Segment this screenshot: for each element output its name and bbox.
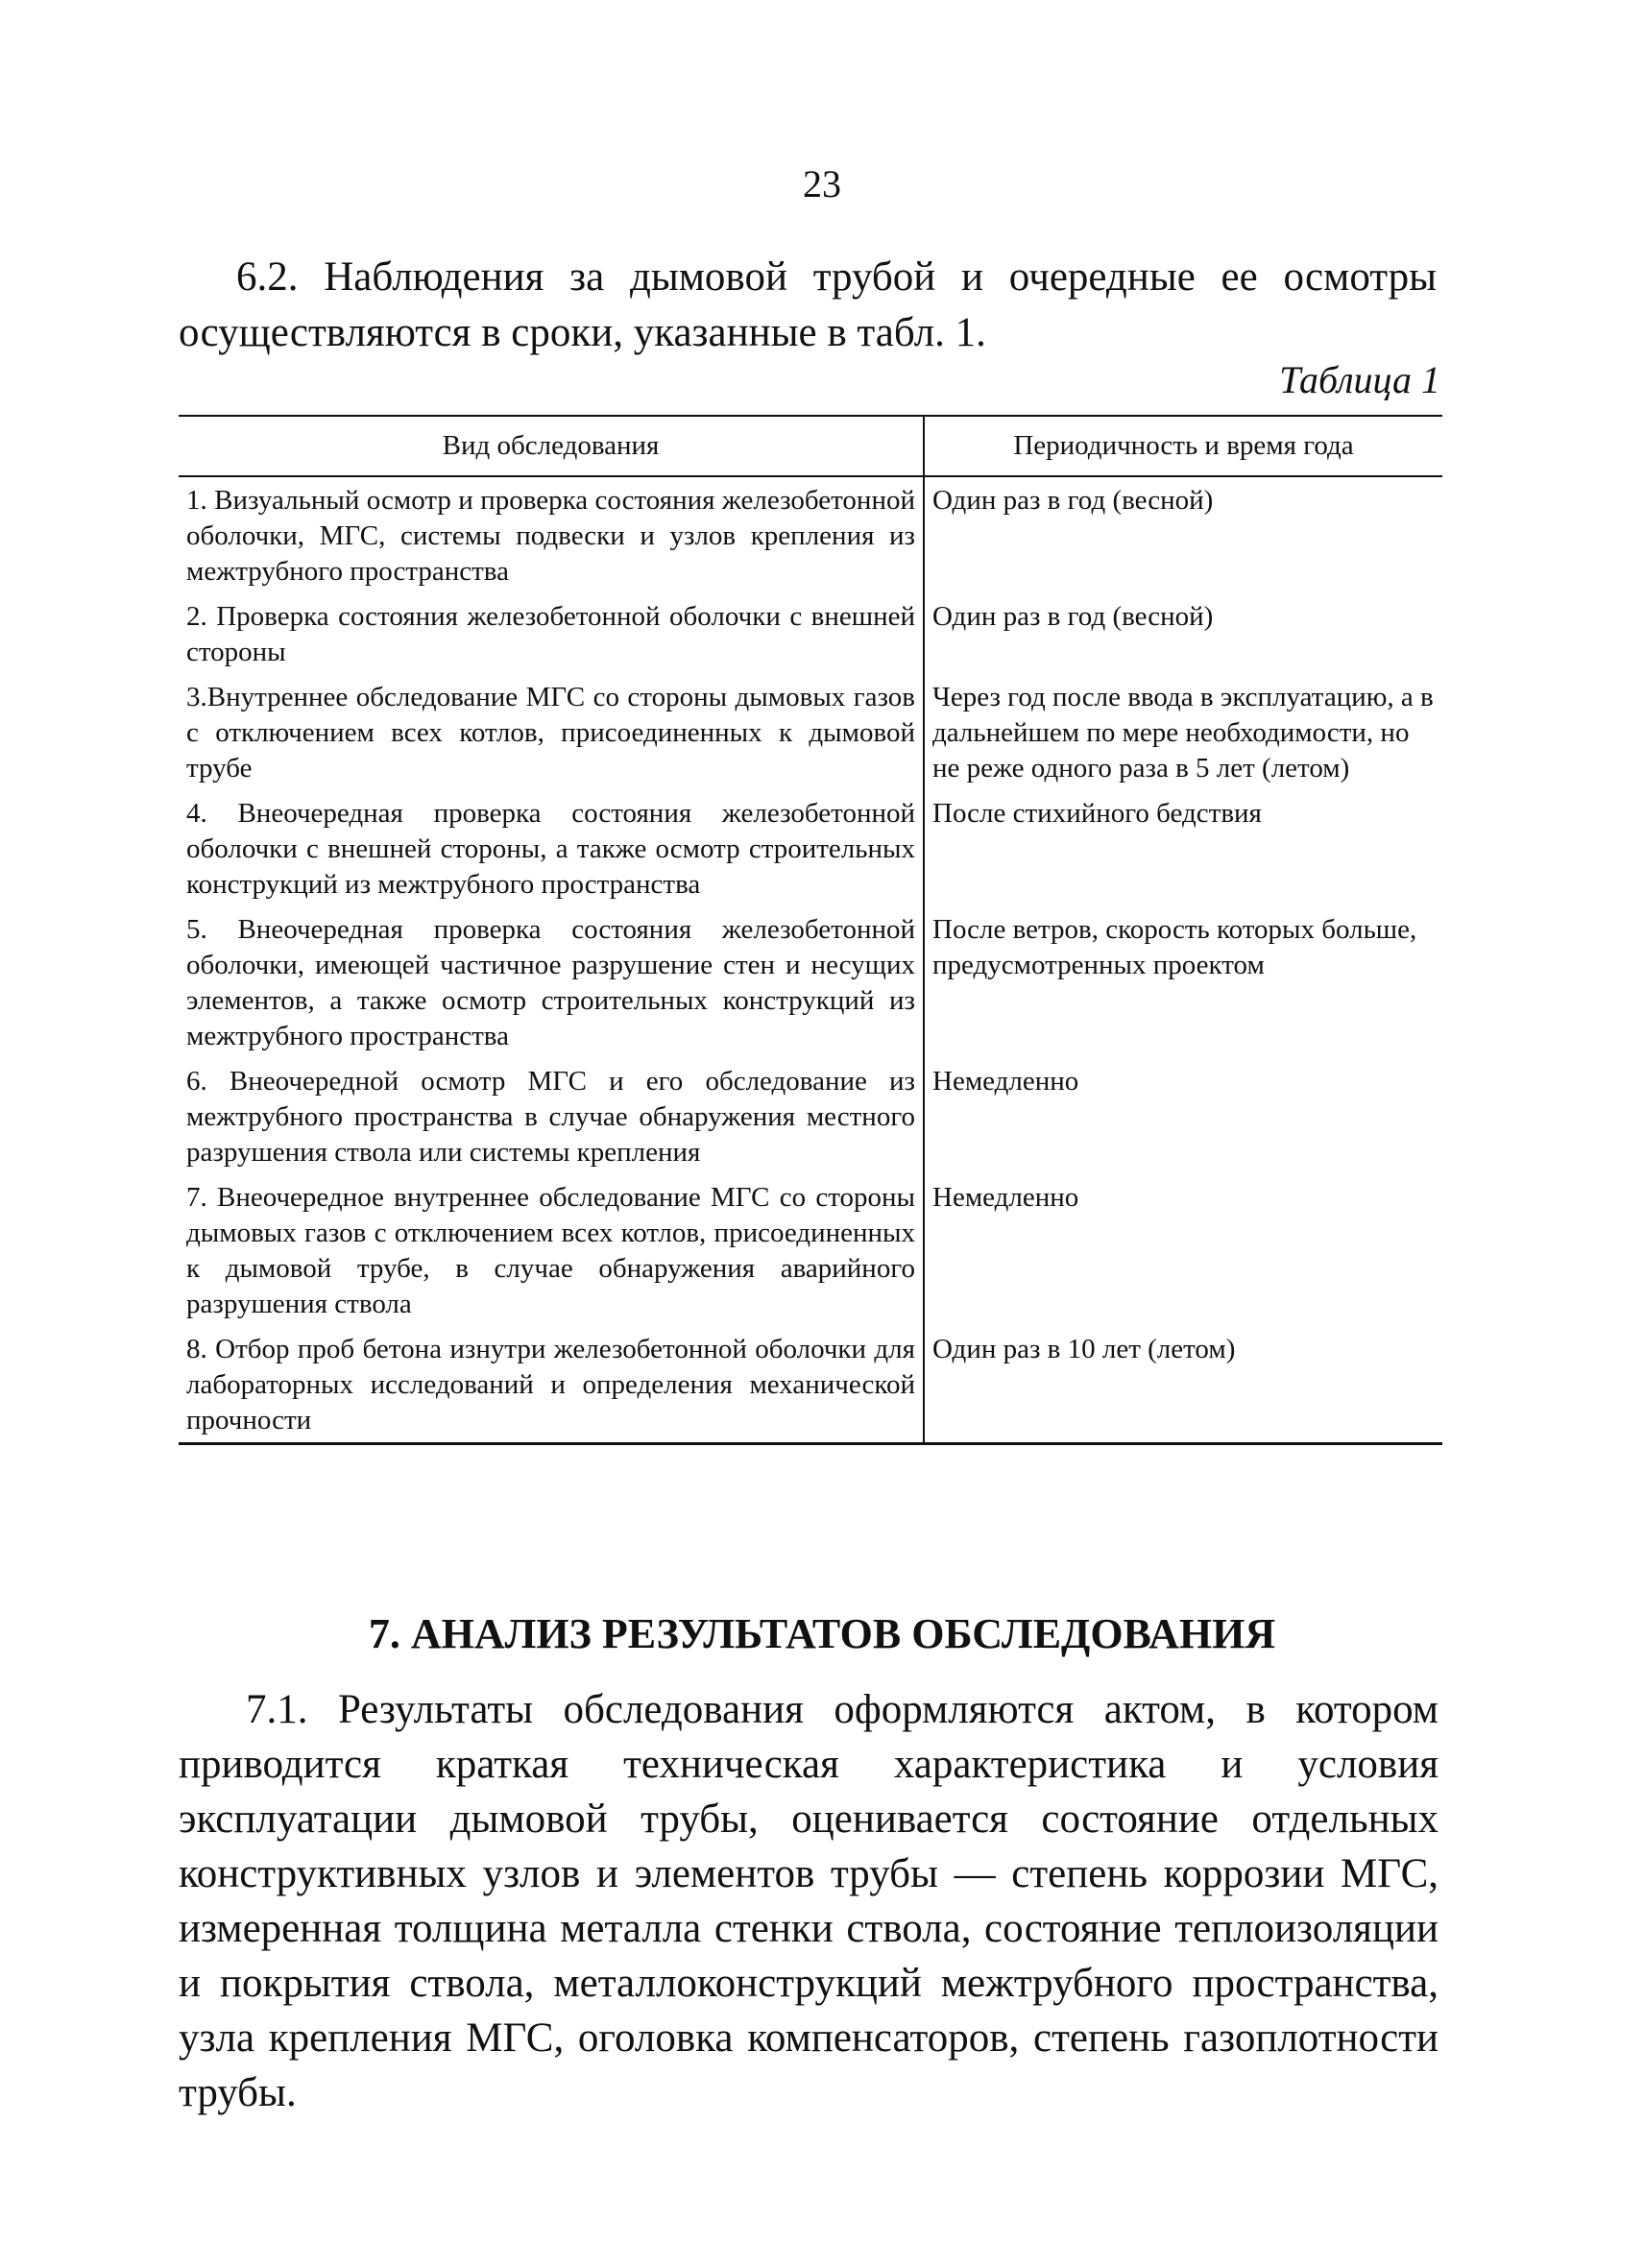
survey-type-cell: 7. Внеочередное внутреннее обследование МГС со стороны дымовых газов с отключением всех котлов, присоединенных к дымовой трубе, в случае обнаружения аварийного разрушения ствола (179, 1174, 924, 1326)
table-row (179, 1326, 1442, 1444)
survey-type-cell: 3.Внутреннее обследование МГС со стороны дымовых газов с отключением всех котлов, присоединенных к дымовой трубе (179, 674, 924, 790)
table-row (179, 1174, 1442, 1326)
table-row (179, 674, 1442, 790)
periodicity-cell: Немедленно (932, 1182, 1079, 1213)
survey-type-cell: 4. Внеочередная проверка состояния железобетонной оболочки с внешней стороны, а также осмотр строительных конструкций из межтрубного пространства (179, 790, 924, 906)
table-row (179, 476, 1442, 593)
section-paragraph: 7.1. Результаты обследования оформляются актом, в котором приводится краткая техническая характеристика и условия эксплуатации дымовой трубы, оценивается состояние отдельных конструктивных узлов и элементов трубы — степень коррозии МГС, измеренная толщина металла стенки ствола, состояние теплоизоляции и покрытия ствола, металлоконструкций межтрубного пространства, узла крепления МГС, оголовка компенсаторов, степень газоплотности трубы. (179, 1687, 1438, 2115)
intro-paragraph: 6.2. Наблюдения за дымовой трубой и очередные ее осмотры осуществляются в сроки, указанные в табл. 1. (179, 254, 1437, 355)
table-header-row (179, 416, 1442, 476)
page-number: 23 (803, 162, 841, 205)
table-row (179, 593, 1442, 674)
periodicity-cell: Один раз в 10 лет (летом) (924, 1326, 1442, 1444)
periodicity-cell: Через год после ввода в эксплуатацию, а в дальнейшем по мере необходимости, но не реже одного раза в 5 лет (летом) (932, 682, 1434, 784)
survey-type-cell: 8. Отбор проб бетона изнутри железобетонной оболочки для лабораторных исследований и определения механической прочности (179, 1326, 924, 1444)
periodicity-cell: После стихийного бедствия (932, 798, 1262, 829)
survey-type-cell: 6. Внеочередной осмотр МГС и его обследование из межтрубного пространства в случае обнаружения местного разрушения ствола или системы крепления (179, 1058, 924, 1174)
table-row (179, 906, 1442, 1058)
periodicity-cell: Один раз в год (весной) (932, 601, 1214, 632)
header-survey-type: Вид обследования (179, 416, 924, 476)
periodicity-cell: Один раз в год (весной) (932, 485, 1214, 516)
periodicity-cell: После ветров, скорость которых больше, предусмотренных проектом (932, 914, 1417, 980)
survey-type-cell: 1. Визуальный осмотр и проверка состояния железобетонной оболочки, МГС, системы подвески и узлов крепления из межтрубного пространства (179, 476, 924, 593)
header-periodicity: Периодичность и время года (924, 416, 1442, 476)
table-row (179, 790, 1442, 906)
survey-type-cell: 2. Проверка состояния железобетонной оболочки с внешней стороны (179, 593, 924, 674)
survey-type-cell: 5. Внеочередная проверка состояния железобетонной оболочки, имеющей частичное разрушение стен и несущих элементов, а также осмотр строительных конструкций из межтрубного пространства (179, 906, 924, 1058)
table-row (179, 1058, 1442, 1174)
survey-schedule-table (179, 415, 1442, 1445)
periodicity-cell: Немедленно (932, 1066, 1079, 1097)
table-caption: Таблица 1 (1279, 358, 1440, 401)
section-heading: 7. АНАЛИЗ РЕЗУЛЬТАТОВ ОБСЛЕДОВАНИЯ (368, 1610, 1276, 1657)
